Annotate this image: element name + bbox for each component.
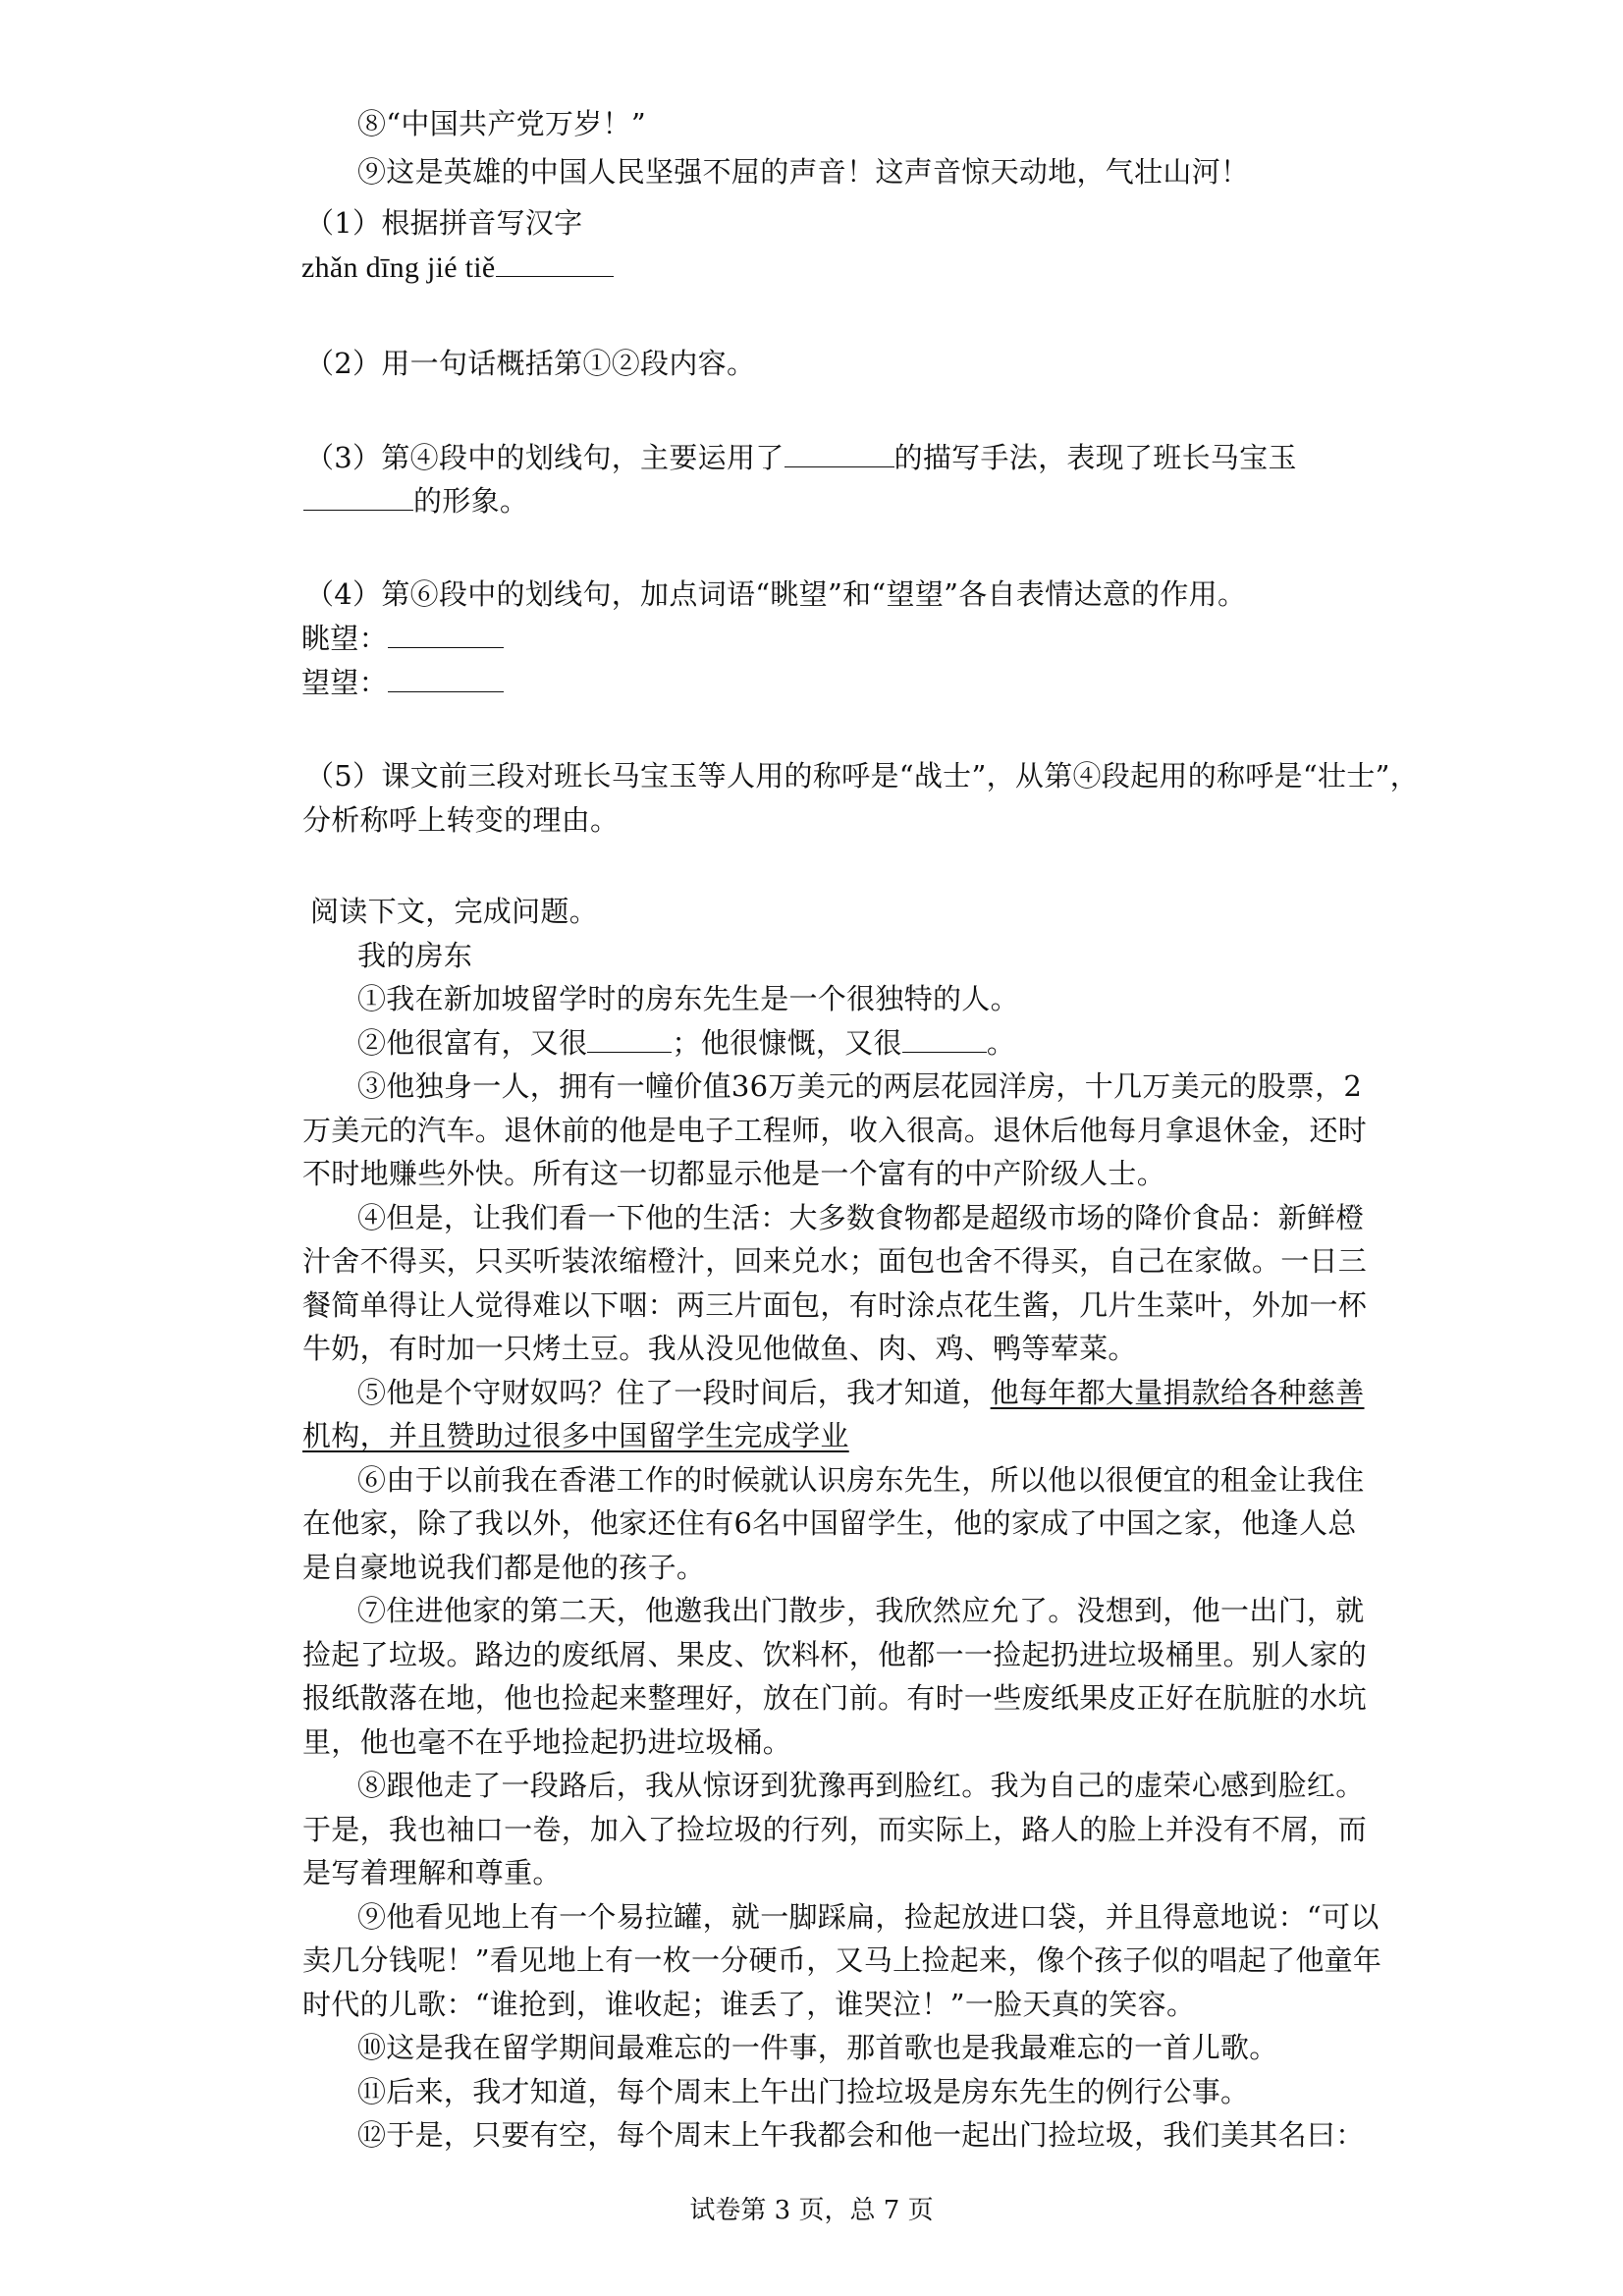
- reading-paragraph-1: ①我在新加坡留学时的房东先生是一个很独特的人。: [357, 982, 1019, 1015]
- reading-paragraph-6-line-3: 是自豪地说我们都是他的孩子。: [302, 1551, 706, 1584]
- question-3-part-1: （3）第④段中的划线句，主要运用了: [305, 441, 784, 474]
- reading-paragraph-9-line-3: 时代的儿歌：“谁抢到，谁收起；谁丢了，谁哭泣！”一脸天真的笑容。: [302, 1988, 1196, 2021]
- question-5-line-2: 分析称呼上转变的理由。: [302, 803, 620, 837]
- question-1-pinyin-line: [301, 248, 614, 288]
- question-1-label: （1）根据拼音写汉字: [305, 206, 583, 240]
- answer-blank[interactable]: [587, 1024, 672, 1053]
- paragraph-2-part-a: ②他很富有，又很: [357, 1026, 588, 1060]
- reading-paragraph-7-line-4: 里，他也毫不在乎地捡起扔进垃圾桶。: [302, 1725, 792, 1759]
- paragraph-2-part-b: ；他很慷慨，又很: [672, 1026, 902, 1060]
- reading-paragraph-8-line-2: 于是，我也袖口一卷，加入了捡垃圾的行列，而实际上，路人的脸上并没有不屑，而: [302, 1813, 1368, 1846]
- reading-paragraph-7-line-3: 报纸散落在地，他也捡起来整理好，放在门前。有时一些废纸果皮正好在肮脏的水坑: [302, 1681, 1368, 1715]
- reading-paragraph-7-line-2: 捡起了垃圾。路边的废纸屑、果皮、饮料杯，他都一一捡起扔进垃圾桶里。别人家的: [302, 1638, 1368, 1671]
- question-4-answer-1: [301, 619, 504, 658]
- reading-paragraph-9-line-2: 卖几分钱呢！”看见地上有一枚一分硬币，又马上捡起来，像个孩子似的唱起了他童年: [302, 1943, 1382, 1977]
- question-5-line-1: （5）课文前三段对班长马宝玉等人用的称呼是“战士”，从第④段起用的称呼是“壮士”，: [305, 759, 1420, 793]
- reading-paragraph-11: ⑪后来，我才知道，每个周末上午出门捡垃圾是房东先生的例行公事。: [357, 2075, 1250, 2108]
- question-4-a1-label: 眺望：: [301, 622, 388, 655]
- paragraph-2-part-c: 。: [986, 1026, 1016, 1060]
- reading-paragraph-4-line-4: 牛奶，有时加一只烤土豆。我从没见他做鱼、肉、鸡、鸭等荤菜。: [302, 1332, 1137, 1365]
- underlined-sentence: 他每年都大量捐款给各种慈善: [990, 1376, 1365, 1409]
- reading-paragraph-10: ⑩这是我在留学期间最难忘的一件事，那首歌也是我最难忘的一首儿歌。: [357, 2031, 1278, 2064]
- reading-paragraph-3-line-3: 不时地赚些外快。所有这一切都显示他是一个富有的中产阶级人士。: [302, 1157, 1166, 1190]
- answer-blank[interactable]: [784, 439, 894, 467]
- reading-intro: 阅读下文，完成问题。: [310, 895, 599, 928]
- paragraph-5-text: ⑤他是个守财奴吗？住了一段时间后，我才知道，: [357, 1376, 991, 1409]
- question-4-a2-label: 望望：: [301, 666, 388, 699]
- reading-paragraph-8-line-1: ⑧跟他走了一段路后，我从惊讶到犹豫再到脸红。我为自己的虚荣心感到脸红。: [357, 1769, 1365, 1802]
- reading-paragraph-5-line-1: [357, 1373, 1365, 1412]
- reading-paragraph-4-line-2: 汁舍不得买，只买听装浓缩橙汁，回来兑水；面包也舍不得买，自己在家做。一日三: [302, 1244, 1368, 1278]
- reading-paragraph-4-line-3: 餐简单得让人觉得难以下咽：两三片面包，有时涂点花生酱，几片生菜叶，外加一杯: [302, 1288, 1368, 1322]
- answer-blank[interactable]: [902, 1024, 987, 1053]
- question-3-part-3: 的形象。: [413, 484, 529, 518]
- reading-paragraph-6-line-2: 在他家，除了我以外，他家还住有6名中国留学生，他的家成了中国之家，他逢人总: [302, 1506, 1357, 1540]
- reading-paragraph-3-line-2: 万美元的汽车。退休前的他是电子工程师，收入很高。退休后他每月拿退休金，还时: [302, 1114, 1368, 1147]
- question-1-pinyin: zhǎn dīng jié tiě: [301, 251, 496, 284]
- reading-paragraph-12: ⑫于是，只要有空，每个周末上午我都会和他一起出门捡垃圾，我们美其名曰：: [357, 2118, 1365, 2152]
- reading-paragraph-7-line-1: ⑦住进他家的第二天，他邀我出门散步，我欣然应允了。没想到，他一出门，就: [357, 1594, 1365, 1627]
- answer-blank[interactable]: [388, 664, 504, 692]
- underlined-sentence-continued: 机构，并且赞助过很多中国留学生完成学业: [302, 1419, 849, 1452]
- answer-blank[interactable]: [496, 248, 614, 277]
- passage-paragraph-8: ⑧“中国共产党万岁！”: [357, 107, 646, 140]
- reading-paragraph-8-line-3: 是写着理解和尊重。: [302, 1856, 562, 1889]
- page-footer: 试卷第 3 页，总 7 页: [689, 2196, 934, 2225]
- question-4-label: （4）第⑥段中的划线句，加点词语“眺望”和“望望”各自表情达意的作用。: [305, 577, 1247, 611]
- passage-paragraph-9: ⑨这是英雄的中国人民坚强不屈的声音！这声音惊天动地，气壮山河！: [357, 155, 1250, 189]
- reading-paragraph-6-line-1: ⑥由于以前我在香港工作的时候就认识房东先生，所以他以很便宜的租金让我住: [357, 1463, 1365, 1497]
- question-3-line-1: [305, 438, 1297, 477]
- answer-blank[interactable]: [303, 482, 413, 511]
- reading-paragraph-3-line-1: ③他独身一人，拥有一幢价值36万美元的两层花园洋房，十几万美元的股票，2: [357, 1069, 1363, 1103]
- answer-blank[interactable]: [388, 620, 504, 648]
- reading-paragraph-4-line-1: ④但是，让我们看一下他的生活：大多数食物都是超级市场的降价食品：新鲜橙: [357, 1201, 1365, 1234]
- question-3-part-2: 的描写手法，表现了班长马宝玉: [893, 441, 1297, 474]
- question-3-line-2: [303, 481, 528, 520]
- question-2-label: （2）用一句话概括第①②段内容。: [305, 347, 756, 380]
- question-4-answer-2: [301, 663, 504, 702]
- reading-paragraph-9-line-1: ⑨他看见地上有一个易拉罐，就一脚踩扁，捡起放进口袋，并且得意地说：“可以: [357, 1900, 1380, 1934]
- reading-title: 我的房东: [357, 939, 473, 972]
- reading-paragraph-2: [357, 1023, 1015, 1063]
